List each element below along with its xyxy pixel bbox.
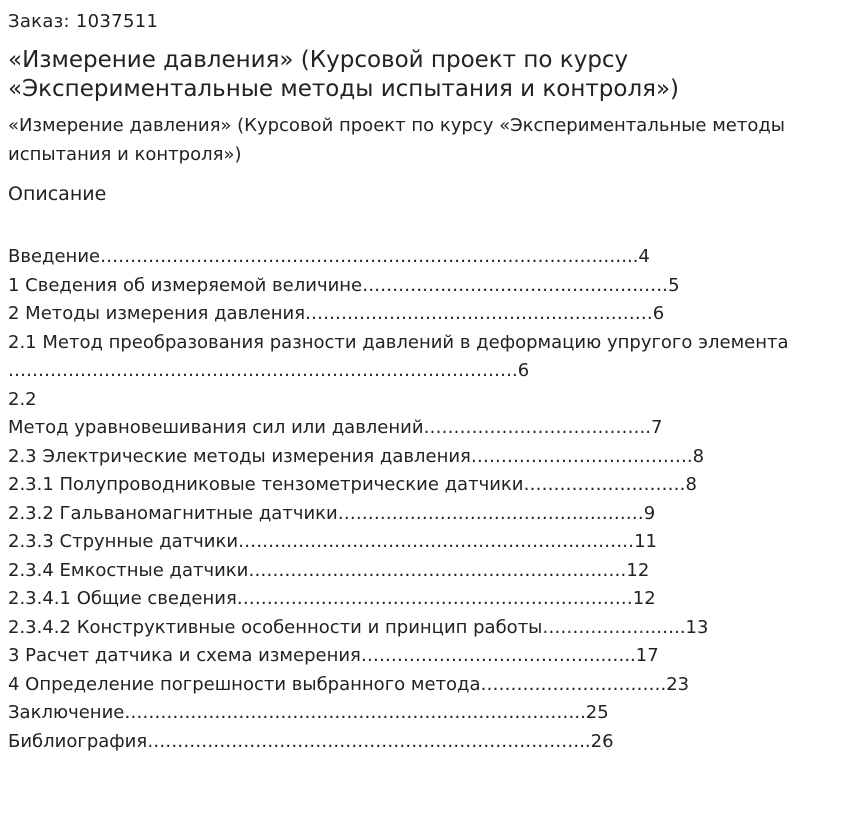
toc-entry-2-3-4-1: 2.3.4.1 Общие сведения…………………………………………………………12 (8, 588, 656, 609)
toc-entry-bibliography: Библиография………………………………………………………………..26 (8, 730, 614, 752)
toc-entry-3: 3 Расчет датчика и схема измерения…………………………………..…..17 (8, 645, 659, 666)
toc-entry-2-3-3: 2.3.3 Струнные датчики…………………………………………………………11 (8, 531, 657, 552)
toc-entry-1: 1 Сведения об измеряемой величине……………………………………………5 (8, 274, 680, 296)
table-of-contents (8, 243, 839, 756)
toc-entry-2-3-4-2: 2.3.4.2 Конструктивные особенности и принцип работы……………….…..13 (8, 616, 709, 638)
toc-entry-2-1: 2.1 Метод преобразования разности давлений в деформацию упругого элемента (8, 331, 789, 353)
toc-entry-introduction: Введение…………………………………………………………..…………….…...4 (8, 246, 650, 267)
toc-entry-2-2-number: 2.2 (8, 388, 37, 410)
toc-entry-2-3-2: 2.3.2 Гальваномагнитные датчики……………………………………………9 (8, 502, 656, 524)
toc-entry-4: 4 Определение погрешности выбранного метода………………………….23 (8, 673, 690, 695)
toc-entry-2-3-1: 2.3.1 Полупроводниковые тензометрические датчики………………………8 (8, 474, 697, 495)
toc-entry-2-3-4: 2.3.4 Емкостные датчики………………………………………………………12 (8, 559, 650, 581)
toc-entry-2-3: 2.3 Электрические методы измерения давления……………………………….8 (8, 445, 705, 467)
toc-entry-2: 2 Методы измерения давления…………………………………….……………6 (8, 303, 665, 324)
toc-entry-2-1-page: ………………………………………………………………………….6 (8, 360, 530, 381)
toc-entry-conclusion: Заключение…………………………………………………………………..25 (8, 702, 609, 723)
order-number: Заказ: 1037511 (8, 11, 159, 32)
description-heading: Описание (8, 183, 107, 205)
toc-entry-2-2: Метод уравновешивания сил или давлений………………………………..7 (8, 417, 663, 438)
page-subtitle: «Измерение давления» (Курсовой проект по курсу «Экспериментальные методы испытания и контроля») (8, 115, 786, 165)
page-title: «Измерение давления» (Курсовой проект по курсу «Экспериментальные методы испытания и контроля») (8, 47, 680, 102)
